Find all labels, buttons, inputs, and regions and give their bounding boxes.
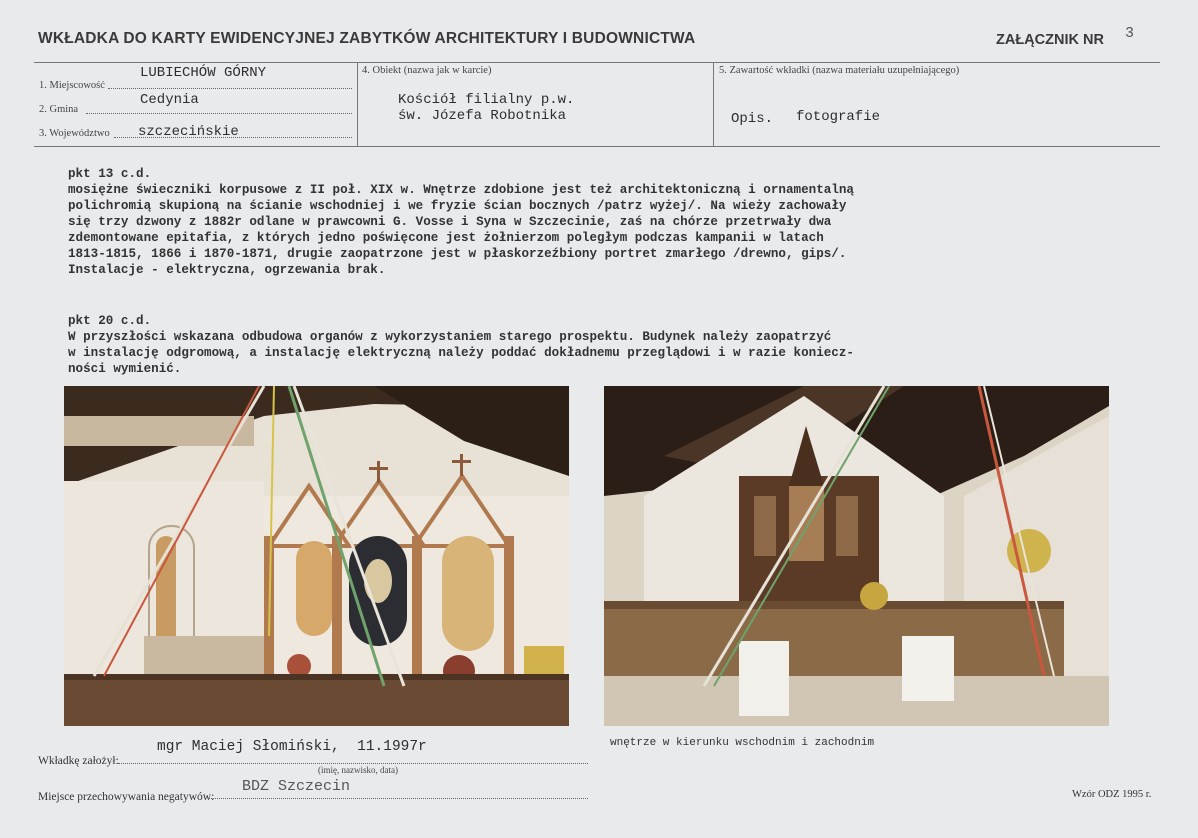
section13-line-4: zdemontowane epitafia, z których jedno poświęcone jest żołnierzom poległym podczas kampanii w latach — [68, 231, 824, 245]
photo-west-drawing — [604, 386, 1109, 726]
voivodeship-value: szczecińskie — [138, 124, 239, 140]
section13-line-2: polichromią skupioną na ścianie wschodniej i we fryzie ścian bocznych /patrz wyżej/. Na wieży zachowały — [68, 199, 847, 213]
commune-dotted-line — [86, 113, 352, 114]
sheet-title: WKŁADKA DO KARTY EWIDENCYJNEJ ZABYTKÓW ARCHITEKTURY I BUDOWNICTWA — [38, 30, 696, 47]
locality-value: LUBIECHÓW GÓRNY — [140, 65, 267, 81]
header-top-rule — [34, 62, 1160, 63]
locality-dotted-line — [108, 88, 352, 89]
col-divider-2 — [713, 62, 714, 146]
section13-line-6: Instalacje - elektryczna, ogrzewania brak. — [68, 263, 386, 277]
object-value-line2: św. Józefa Robotnika — [398, 108, 567, 124]
photo-east-drawing — [64, 386, 569, 726]
contents-value-opis: Opis. — [731, 111, 774, 127]
section13-line-3: się trzy dzwony z 1882r odlane w prawcowni G. Vosse i Syna w Szczecinie, zaś na chórze przetrwały dwa — [68, 215, 832, 229]
section20-line-3: ności wymienić. — [68, 362, 182, 376]
founder-hint: (imię, nazwisko, data) — [318, 765, 398, 775]
section20-heading: pkt 20 c.d. — [68, 314, 152, 328]
annex-number: 3 — [1125, 25, 1135, 42]
photos-caption: wnętrze w kierunku wschodnim i zachodnim — [610, 737, 875, 749]
storage-label: Miejsce przechowywania negatywów: — [38, 791, 215, 803]
founder-value: mgr Maciej Słomiński, 11.1997r — [157, 739, 427, 755]
object-label: 4. Obiekt (nazwa jak w karcie) — [362, 65, 492, 76]
header-bottom-rule — [34, 146, 1160, 147]
voivodeship-label: 3. Województwo — [39, 128, 110, 139]
object-value-line1: Kościół filialny p.w. — [398, 92, 575, 108]
storage-value: BDZ Szczecin — [242, 778, 351, 795]
section13-heading: pkt 13 c.d. — [68, 167, 152, 181]
photo-interior-west — [604, 386, 1109, 726]
voivodeship-dotted-line — [114, 137, 352, 138]
section13-line-5: 1813-1815, 1866 i 1870-1871, drugie zaopatrzone jest w płaskorzeźbiony portret zmarłego /drewno, gips/. — [68, 247, 847, 261]
form-code: Wzór ODZ 1995 r. — [1072, 789, 1152, 800]
locality-label: 1. Miejscowość — [39, 80, 105, 91]
section20-line-2: w instalację odgromową, a instalację elektryczną należy poddać dokładnemu przeglądowi i w razie koniecz- — [68, 346, 854, 360]
section20-line-1: W przyszłości wskazana odbudowa organów z wykorzystaniem starego prospektu. Budynek należy zaopatrzyć — [68, 330, 832, 344]
founder-label: Wkładkę założył: — [38, 755, 119, 767]
storage-dotted-line — [208, 798, 588, 799]
commune-label: 2. Gmina — [39, 104, 79, 115]
photo-interior-east — [64, 386, 569, 726]
contents-label: 5. Zawartość wkładki (nazwa materiału uzupełniającego) — [719, 65, 960, 76]
col-divider-1 — [357, 62, 358, 146]
founder-dotted-line — [118, 763, 588, 764]
section13-line-1: mosiężne świeczniki korpusowe z II poł. XIX w. Wnętrze zdobione jest też architektoniczną i ornamentalną — [68, 183, 854, 197]
contents-value-photos: fotografie — [796, 109, 881, 125]
commune-value: Cedynia — [140, 92, 199, 108]
annex-label: ZAŁĄCZNIK NR — [996, 32, 1104, 48]
